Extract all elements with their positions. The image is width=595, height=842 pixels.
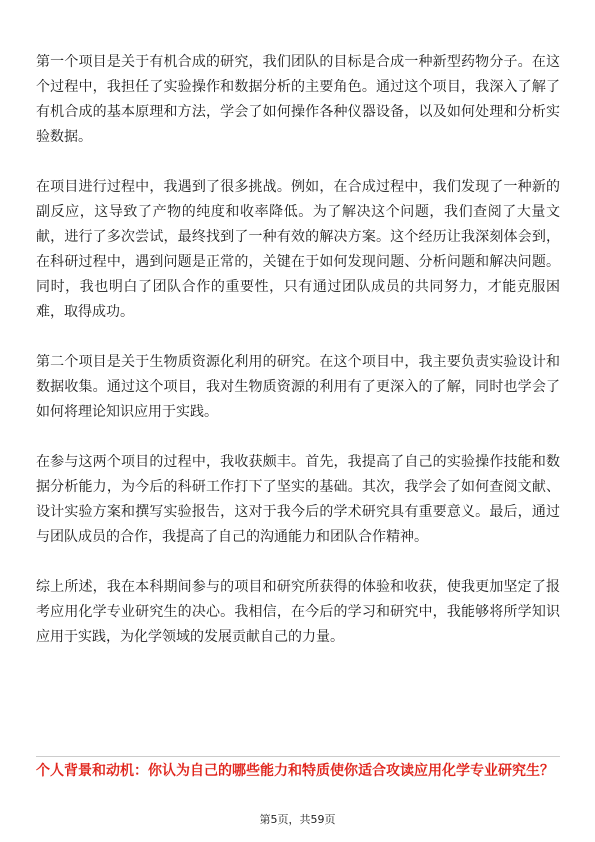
- paragraph-2: 在项目进行过程中，我遇到了很多挑战。例如，在合成过程中，我们发现了一种新的副反应，这导致了产物的纯度和收率降低。为了解决这个问题，我们查阅了大量文献，进行了多次尝试，最终找到了一种有效的解决方案。这个经历让我深刻体会到，在科研过程中，遇到问题是正常的，关键在于如何发现问题、分析问题和解决问题。同时，我也明白了团队合作的重要性，只有通过团队成员的共同努力，才能克服困难，取得成功。: [36, 179, 560, 320]
- question-heading: 个人背景和动机：你认为自己的哪些能力和特质使你适合攻读应用化学专业研究生？: [36, 763, 554, 779]
- page-footer: 第5页，共59页: [259, 813, 336, 826]
- section-divider: [36, 756, 560, 757]
- paragraph-1: 第一个项目是关于有机合成的研究，我们团队的目标是合成一种新型药物分子。在这个过程中，我担任了实验操作和数据分析的主要角色。通过这个项目，我深入了解了有机合成的基本原理和方法，学会了如何操作各种仪器设备，以及如何处理和分析实验数据。: [36, 54, 560, 145]
- document-body: [36, 50, 560, 675]
- paragraph-3: 第二个项目是关于生物质资源化利用的研究。在这个项目中，我主要负责实验设计和数据收集。通过这个项目，我对生物质资源的利用有了更深入的了解，同时也学会了如何将理论知识应用于实践。: [36, 354, 560, 420]
- paragraph-4: 在参与这两个项目的过程中，我收获颇丰。首先，我提高了自己的实验操作技能和数据分析能力，为今后的科研工作打下了坚实的基础。其次，我学会了如何查阅文献、设计实验方案和撰写实验报告，这对于我今后的学术研究具有重要意义。最后，通过与团队成员的合作，我提高了自己的沟通能力和团队合作精神。: [36, 454, 560, 545]
- paragraph-5: 综上所述，我在本科期间参与的项目和研究所获得的体验和收获，使我更加坚定了报考应用化学专业研究生的决心。我相信，在今后的学习和研究中，我能够将所学知识应用于实践，为化学领域的发展贡献自己的力量。: [36, 579, 560, 645]
